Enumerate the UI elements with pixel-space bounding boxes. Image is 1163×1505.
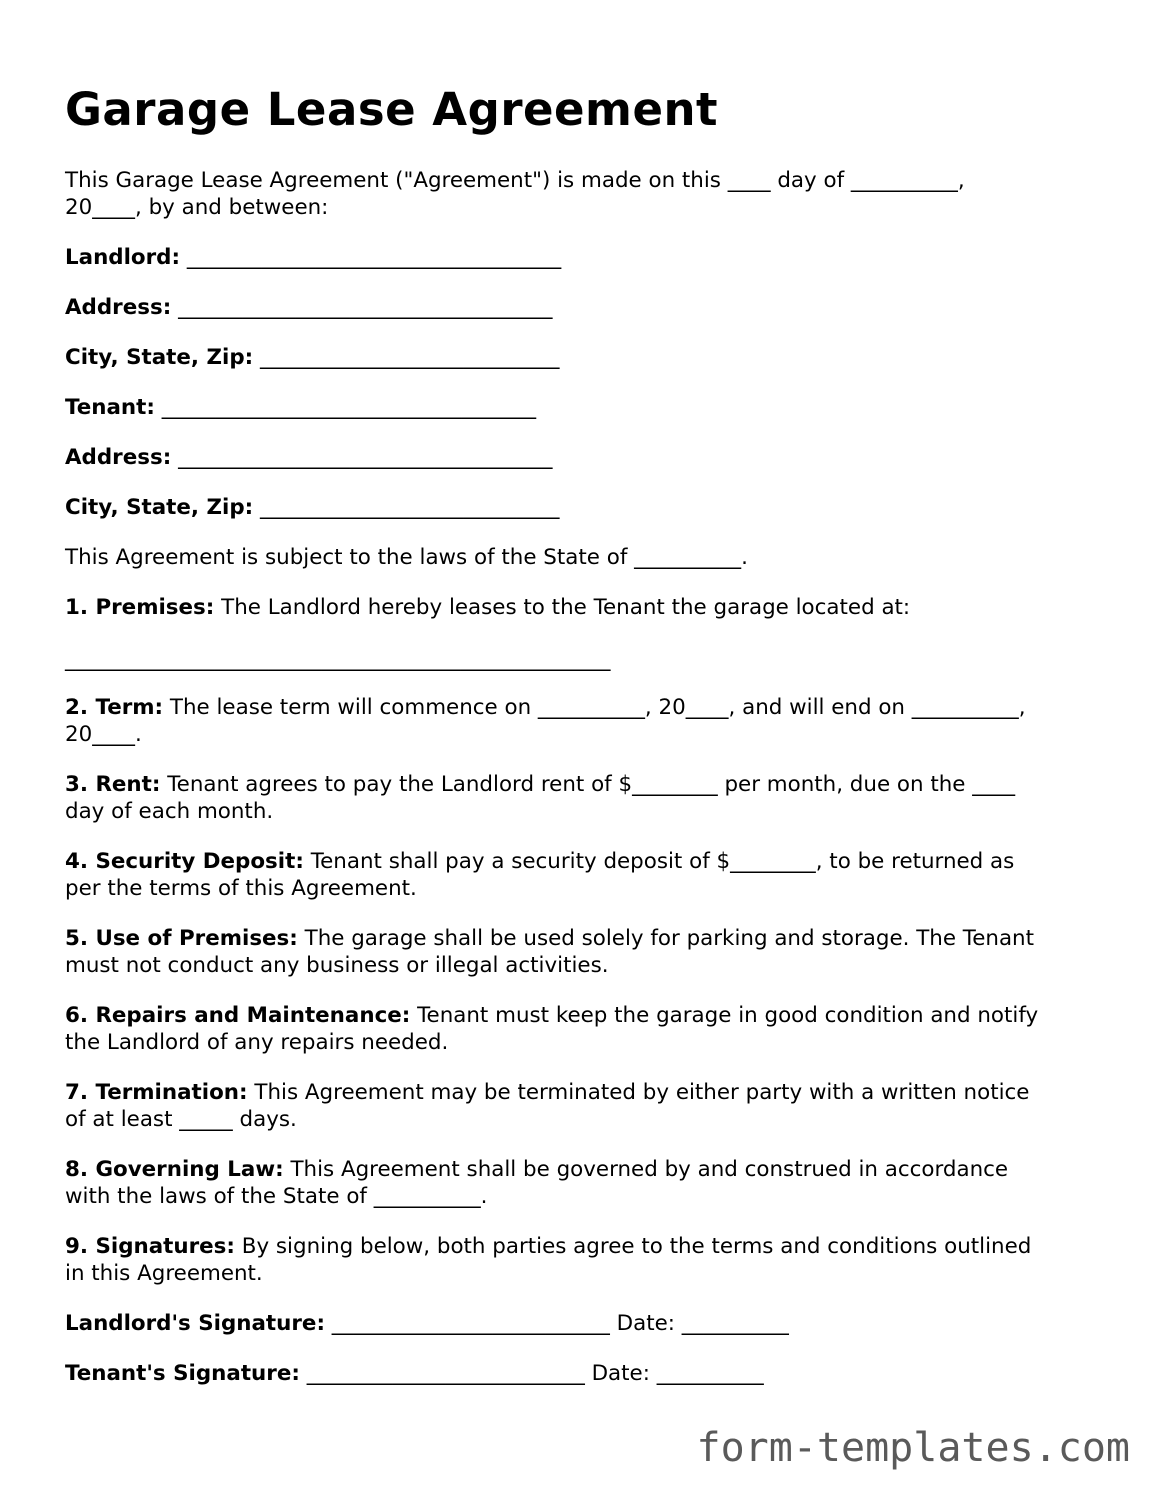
section-repairs bbox=[65, 1002, 1038, 1029]
tenant-label: Tenant: bbox=[65, 395, 155, 420]
section-rent-cont: day of each month. bbox=[65, 799, 274, 824]
section-heading: 6. Repairs and Maintenance: bbox=[65, 1003, 411, 1028]
intro-line-1: This Garage Lease Agreement ("Agreement") is made on this ____ day of __________, bbox=[65, 168, 965, 193]
section-text: Tenant must keep the garage in good condition and notify bbox=[410, 1003, 1039, 1028]
document-title: Garage Lease Agreement bbox=[65, 83, 719, 136]
section-text: Tenant shall pay a security deposit of $________, to be returned as bbox=[303, 849, 1015, 874]
section-rent bbox=[65, 771, 1015, 798]
section-heading: 2. Term: bbox=[65, 695, 164, 720]
section-use-of-premises bbox=[65, 925, 1034, 952]
section-heading: 1. Premises: bbox=[65, 595, 215, 620]
landlord-blank[interactable]: ___________________________________ bbox=[180, 245, 562, 270]
landlord-label: Landlord: bbox=[65, 245, 181, 270]
section-use-of-premises-cont: must not conduct any business or illegal activities. bbox=[65, 953, 609, 978]
landlord-address-blank[interactable]: ___________________________________ bbox=[171, 295, 553, 320]
tenant-address-blank[interactable]: ___________________________________ bbox=[171, 445, 553, 470]
section-heading: 9. Signatures: bbox=[65, 1234, 235, 1259]
section-governing-law bbox=[65, 1156, 1008, 1183]
landlord-signature-field[interactable] bbox=[65, 1310, 789, 1337]
section-security-deposit bbox=[65, 848, 1014, 875]
section-text: The Landlord hereby leases to the Tenant the garage located at: bbox=[214, 595, 911, 620]
section-text: The lease term will commence on __________, 20____, and will end on __________, bbox=[163, 695, 1026, 720]
tenant-address-field[interactable] bbox=[65, 444, 552, 471]
watermark-text: form-templates.com bbox=[696, 1425, 1130, 1471]
section-text: This Agreement shall be governed by and construed in accordance bbox=[283, 1157, 1009, 1182]
tenant-field[interactable] bbox=[65, 394, 536, 421]
section-signatures-cont: in this Agreement. bbox=[65, 1261, 263, 1286]
section-security-deposit-cont: per the terms of this Agreement. bbox=[65, 876, 417, 901]
section-termination bbox=[65, 1079, 1029, 1106]
tenant-address-label: Address: bbox=[65, 445, 172, 470]
landlord-field[interactable] bbox=[65, 244, 561, 271]
section-signatures bbox=[65, 1233, 1031, 1260]
section-repairs-cont: the Landlord of any repairs needed. bbox=[65, 1030, 449, 1055]
intro-line-2: 20____, by and between: bbox=[65, 195, 329, 220]
section-term bbox=[65, 694, 1026, 721]
laws-statement: This Agreement is subject to the laws of the State of __________. bbox=[65, 545, 748, 570]
tenant-signature-field[interactable] bbox=[65, 1360, 764, 1387]
section-text: This Agreement may be terminated by either party with a written notice bbox=[247, 1080, 1030, 1105]
tenant-city-field[interactable] bbox=[65, 494, 559, 521]
section-premises bbox=[65, 594, 910, 621]
tenant-signature-label: Tenant's Signature: bbox=[65, 1361, 300, 1386]
landlord-city-field[interactable] bbox=[65, 344, 559, 371]
section-heading: 4. Security Deposit: bbox=[65, 849, 304, 874]
tenant-blank[interactable]: ___________________________________ bbox=[154, 395, 537, 420]
section-heading: 5. Use of Premises: bbox=[65, 926, 298, 951]
section-heading: 7. Termination: bbox=[65, 1080, 248, 1105]
landlord-signature-blank[interactable]: __________________________ Date: __________ bbox=[325, 1311, 789, 1336]
section-text: By signing below, both parties agree to the terms and conditions outlined bbox=[234, 1234, 1032, 1259]
section-governing-law-cont: with the laws of the State of __________. bbox=[65, 1184, 488, 1209]
section-term-cont: 20____. bbox=[65, 722, 142, 747]
premises-address-blank[interactable]: ___________________________________________________ bbox=[65, 647, 611, 672]
section-heading: 3. Rent: bbox=[65, 772, 161, 797]
landlord-address-label: Address: bbox=[65, 295, 172, 320]
section-text: Tenant agrees to pay the Landlord rent of $________ per month, due on the ____ bbox=[160, 772, 1016, 797]
tenant-city-blank[interactable]: ____________________________ bbox=[253, 495, 560, 520]
section-text: The garage shall be used solely for parking and storage. The Tenant bbox=[297, 926, 1035, 951]
section-termination-cont: of at least _____ days. bbox=[65, 1107, 297, 1132]
landlord-city-blank[interactable]: ____________________________ bbox=[253, 345, 560, 370]
tenant-signature-blank[interactable]: __________________________ Date: __________ bbox=[299, 1361, 764, 1386]
landlord-address-field[interactable] bbox=[65, 294, 552, 321]
landlord-signature-label: Landlord's Signature: bbox=[65, 1311, 325, 1336]
landlord-city-label: City, State, Zip: bbox=[65, 345, 254, 370]
section-heading: 8. Governing Law: bbox=[65, 1157, 284, 1182]
tenant-city-label: City, State, Zip: bbox=[65, 495, 254, 520]
